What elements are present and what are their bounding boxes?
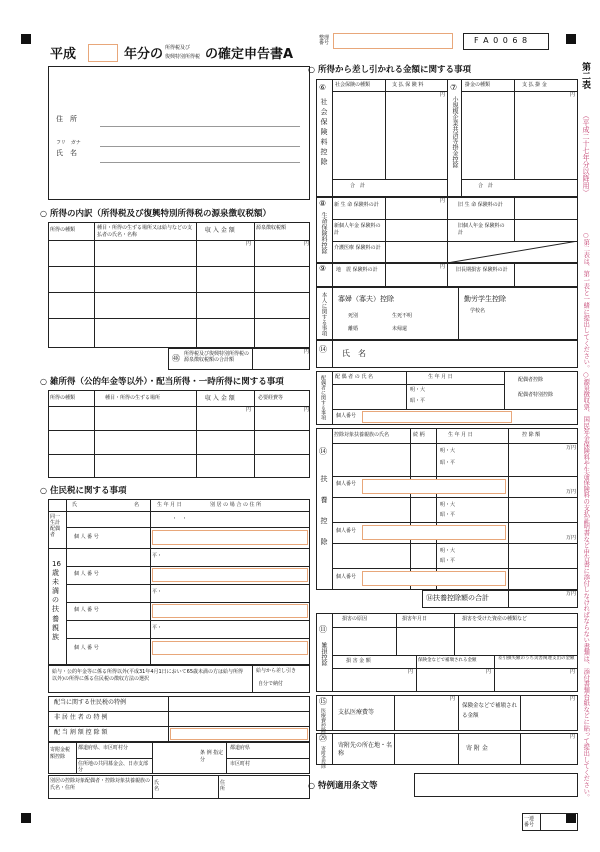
widow-deduction[interactable]: 寡婦（寡夫）控除 — [338, 295, 394, 303]
rt-col-address: 別 居 の 場 合 の 住 所 — [210, 502, 262, 508]
donation-unit: 円 — [570, 734, 576, 740]
rt-col-mei: 名 — [134, 502, 140, 508]
name-line[interactable] — [100, 162, 300, 163]
rt-col-birth: 生 年 月 日 — [157, 502, 182, 508]
school-name-label: 学校名 — [470, 308, 486, 314]
address-label: 住 所 — [56, 115, 77, 123]
dep1-era2: 昭・平 — [440, 460, 456, 466]
quake-old: 旧長期損害 保険料の計 — [456, 267, 508, 273]
dep3-mynumber-input[interactable] — [362, 571, 506, 586]
life-new-pension: 新個人年金 保険料の計 — [334, 223, 381, 236]
donation-fund: 住所地の共同募金会、日赤支部分 — [78, 761, 149, 773]
small-unit: 円 — [570, 92, 576, 98]
loss-col-disaster: 差引損失額のうち災害関連支出の金額 — [498, 656, 575, 661]
misc-col-place: 種目・所得の生ずる場所 — [105, 395, 161, 401]
loss-col-date: 損害年月日 — [402, 616, 428, 622]
opt-self-pay[interactable]: 自分で納付 — [258, 681, 284, 687]
donation-city-label: 市区町村 — [230, 761, 251, 767]
resident-tax-title: 住民税に関する事項 — [50, 486, 127, 496]
registration-mark-tr — [566, 34, 576, 44]
widow-opt-unreturned[interactable]: 未帰還 — [392, 326, 408, 332]
social-total: 合 計 — [350, 183, 366, 189]
sheet-label: 第二表 — [580, 62, 590, 89]
rt-dep2-mynumber-input[interactable] — [152, 604, 308, 618]
sheet-date: （平成二十七年分以降用） — [582, 112, 590, 196]
form-code: F A 0 0 6 8 — [474, 36, 529, 45]
rt-dep1-mynumber-input[interactable] — [152, 568, 308, 582]
title-prefix: 年分の — [124, 47, 164, 62]
widow-opt-divorce[interactable]: 離婚 — [348, 326, 359, 332]
life-care: 介護医療 保険料の計 — [334, 245, 381, 251]
small-col-type: 掛金の種類 — [465, 82, 491, 88]
col-payer: 種目・所得の生ずる場所又は給与などの支払者の氏名・名称 — [97, 225, 193, 238]
title-small-bottom: 復興特別所得税 — [165, 54, 201, 60]
dep1-era1: 明・大 — [440, 448, 456, 454]
special-articles-input[interactable] — [414, 773, 578, 797]
pension-note: 給与・公的年金等に係る所得以外(平成31年4月1日において65歳未満の方は給与所得以外)の所得に係る住民税の徴収方法の選択 — [52, 669, 244, 682]
life-label: 生命保険料控除 — [320, 212, 327, 254]
misc-col-expenses: 必要経費等 — [258, 395, 284, 401]
dep2-mynumber-label: 個人番号 — [336, 528, 357, 534]
donation-num: ㉙ — [319, 734, 327, 743]
spouse-era1: 明・大 — [410, 387, 426, 393]
rt-dep2-mynumber: 個 人 番 号 — [74, 607, 99, 613]
registration-mark-tl — [21, 34, 31, 44]
dep1-mynumber-input[interactable] — [362, 479, 506, 494]
rt-spouse-mynumber-input[interactable] — [152, 530, 308, 545]
serial-number-input[interactable] — [333, 33, 453, 49]
spouse-era2: 昭・平 — [410, 398, 426, 404]
taxpayer-box — [48, 66, 310, 200]
spouse-matters-label: 配偶者に関する事項 — [320, 375, 326, 420]
dep2-era2: 昭・平 — [440, 512, 456, 518]
jourei-designated: 条 例 指定分 — [200, 750, 224, 763]
casualty-label: 雑損控除 — [320, 642, 327, 666]
misc-col-revenue: 収 入 金 額 — [205, 395, 235, 402]
medical-label: 医療費控除 — [320, 708, 326, 733]
title-small-top: 所得税及び — [165, 45, 191, 51]
dep-unit-2: 万円 — [566, 489, 577, 495]
loss-col-cause: 損害の原因 — [342, 616, 368, 622]
rt-dep1-era: 平・ — [152, 553, 163, 559]
unit-yen-3: 円 — [304, 349, 310, 355]
spouse-mynumber-label: 個人番号 — [336, 413, 357, 419]
life-unit: 円 — [440, 198, 446, 204]
spouse-special-opt[interactable]: 配偶者特別控除 — [518, 392, 554, 398]
spouse-mynumber-input[interactable] — [362, 411, 512, 423]
serial-label: 整理番号 — [319, 35, 330, 46]
withholding-total-num: ㊽ — [172, 354, 180, 363]
social-unit: 円 — [440, 92, 446, 98]
deductions-title: 所得から差し引かれる金額に関する事項 — [318, 65, 472, 75]
dividend-credit-input[interactable] — [170, 728, 308, 740]
quake-row: 地 震 保険料の計 — [336, 267, 378, 273]
social-col-paid: 支 払 保 険 料 — [392, 82, 424, 88]
name-label: 氏 名 — [56, 149, 77, 157]
donation-recipient: 寄附先の所在地・名称 — [338, 742, 393, 758]
separate-name: 氏名 — [154, 780, 160, 792]
life-num: ⑧ — [319, 199, 327, 208]
dep2-mynumber-input[interactable] — [362, 525, 506, 540]
dep-col-amount: 控 除 額 — [522, 432, 541, 438]
special-dividend-credit: 配 当 割 額 控 除 額 — [54, 729, 108, 736]
bullet-income-detail: ○ — [40, 209, 47, 218]
misc-col-type: 所得の種類 — [50, 395, 76, 401]
quake-num: ⑨ — [319, 264, 327, 273]
loss-unit-1: 円 — [408, 669, 414, 675]
dep-total-label: ⑭扶養控除額の合計 — [426, 594, 489, 602]
social-col-type: 社会保険の種類 — [335, 82, 371, 88]
spouse-col-birth: 生 年 月 日 — [428, 374, 453, 380]
widow-opt-unknown[interactable]: 生死不明 — [392, 313, 413, 319]
widow-opt-death[interactable]: 死別 — [348, 313, 359, 319]
bullet-deductions: ○ — [308, 65, 315, 74]
unit-yen-1: 円 — [246, 241, 252, 247]
dependents-num: ⑭ — [319, 447, 327, 456]
student-deduction[interactable]: 勤労学生控除 — [464, 295, 506, 303]
dep-total-unit: 万円 — [566, 591, 577, 597]
rt-dep1-mynumber: 個 人 番 号 — [74, 571, 99, 577]
life-diagonal — [447, 241, 578, 263]
dep3-era1: 明・大 — [440, 548, 456, 554]
donation-pref-label: 都道府県 — [230, 745, 251, 751]
rt-spouse-mynumber: 個 人 番 号 — [74, 534, 99, 540]
rt-col-shi: 氏 — [72, 502, 78, 508]
dep-col-rel: 続 柄 — [413, 432, 425, 438]
medical-insurance: 保険金などで補塡される金額 — [462, 703, 518, 719]
casualty-table — [316, 613, 578, 692]
life-new: 新 生 命 保険料の計 — [334, 202, 379, 208]
loss-unit-3: 円 — [570, 669, 576, 675]
title-era: 平成 — [50, 47, 77, 62]
small-col-paid: 支 払 掛 金 — [522, 82, 547, 88]
separate-label: 別居の控除対象配偶者・控除対象扶養親族の氏名・住所 — [50, 778, 151, 791]
special-nonresident: 非 居 住 者 の 特 例 — [54, 714, 108, 721]
small-biz-label: 小規模企業共済等掛金控除 — [451, 96, 458, 168]
bullet-resident-tax: ○ — [40, 486, 47, 495]
spouse-name-label: 氏 名 — [342, 349, 366, 358]
rt-dep3-era: 平・ — [152, 625, 163, 631]
year-input[interactable] — [88, 44, 118, 62]
col-withholding: 源泉徴収税額 — [256, 225, 287, 231]
rt-dep3-mynumber: 個 人 番 号 — [74, 645, 99, 651]
spouse-col-name: 配 偶 者 の 氏 名 — [335, 374, 373, 380]
loss-col-asset: 損害を受けた資産の種類など — [462, 616, 528, 622]
life-old-pension: 旧個人年金 保険料の計 — [458, 223, 505, 236]
unit-yen-2: 円 — [304, 241, 310, 247]
social-label: 社会保険料控除 — [320, 98, 328, 168]
registration-mark-bl — [21, 813, 31, 823]
special-articles-title: 特例適用条文等 — [318, 781, 378, 791]
income-detail-title: 所得の内訳（所得税及び復興特別所得税の源泉徴収税額） — [50, 209, 272, 219]
donation-deduction-label: 寄附金控除 — [320, 746, 326, 769]
dep2-era1: 明・大 — [440, 502, 456, 508]
rt-dep2-era: 平・ — [152, 589, 163, 595]
special-dividend: 配当に関する住民税の特例 — [54, 699, 127, 706]
spouse-deduction-opt[interactable]: 配偶者控除 — [518, 377, 544, 383]
rt-spouse-dots: ・ ・ — [172, 516, 188, 522]
misc-income-table — [48, 390, 310, 478]
rt-dep3-mynumber-input[interactable] — [152, 641, 308, 655]
bullet-misc-income: ○ — [40, 377, 47, 386]
medical-unit-2: 円 — [570, 696, 576, 702]
rt-dependents-label: 16歳未満の扶養親族 — [52, 560, 61, 641]
dep1-mynumber-label: 個人番号 — [336, 481, 357, 487]
medical-unit-1: 円 — [450, 696, 456, 702]
loss-unit-2: 円 — [486, 669, 492, 675]
furigana-label: フリ ガナ — [56, 140, 81, 146]
social-num: ⑥ — [319, 83, 327, 92]
dep3-mynumber-label: 個人番号 — [336, 574, 357, 580]
medical-num: ⑮ — [319, 697, 327, 706]
personal-matters-label: 本人に関する事項 — [320, 292, 327, 336]
medical-paid: 支払医療費等 — [338, 709, 375, 716]
withholding-total-label: 所得税及び復興特別所得税の源泉徴収税額の合計額 — [184, 351, 250, 363]
donation-credit-label: 寄附金税額控除 — [50, 747, 71, 760]
dependents-label: 扶養控除 — [320, 475, 328, 559]
dep-col-birth: 生 年 月 日 — [448, 432, 473, 438]
misc-income-title: 雑所得（公的年金等以外）・配当所得・一時所得に関する事項 — [50, 377, 284, 387]
dep-col-name: 控除対象扶養親族の氏名 — [334, 432, 390, 438]
loss-col-insurance: 保険金などで補塡される金額 — [418, 658, 477, 663]
casualty-num: ⑪ — [319, 625, 327, 634]
address-line[interactable] — [100, 126, 300, 127]
dep-unit-1: 万円 — [566, 445, 577, 451]
small-total: 合 計 — [478, 183, 494, 189]
rt-spouse-label: 同一生計配偶者 — [50, 514, 61, 538]
misc-unit-2: 円 — [304, 407, 310, 413]
misc-unit-1: 円 — [246, 407, 252, 413]
side-note: ○第二表は、第一表と一緒に提出してください。○源泉徴収票、国民年金保険料や生命保険料の支払証明書など申告書に添付しなければならない書類は、添付書類台紙などに貼って提出してください。 — [582, 232, 590, 801]
loss-col-amount: 損 害 金 額 — [346, 658, 371, 664]
separate-address: 住所 — [220, 780, 226, 792]
donation-pref: 都道府県、市区町村分 — [78, 745, 129, 751]
page-title: の確定申告書A — [205, 47, 294, 62]
col-income-type: 所得の種類 — [50, 227, 76, 233]
furigana-line[interactable] — [100, 146, 300, 147]
spouse-num: ⑭ — [319, 345, 327, 354]
dep3-era2: 昭・平 — [440, 558, 456, 564]
ichiren-label: 一連番号 — [524, 816, 535, 828]
donation-amount: 寄 附 金 — [466, 745, 488, 752]
quake-unit: 円 — [440, 264, 446, 270]
life-old: 旧 生 命 保険料の計 — [458, 202, 503, 208]
small-biz-num: ⑦ — [450, 83, 458, 92]
bullet-special: ○ — [308, 781, 315, 790]
col-revenue: 収 入 金 額 — [205, 227, 235, 234]
opt-withhold[interactable]: 給与から差し引き — [256, 668, 297, 674]
dep-unit-3: 万円 — [566, 535, 577, 541]
